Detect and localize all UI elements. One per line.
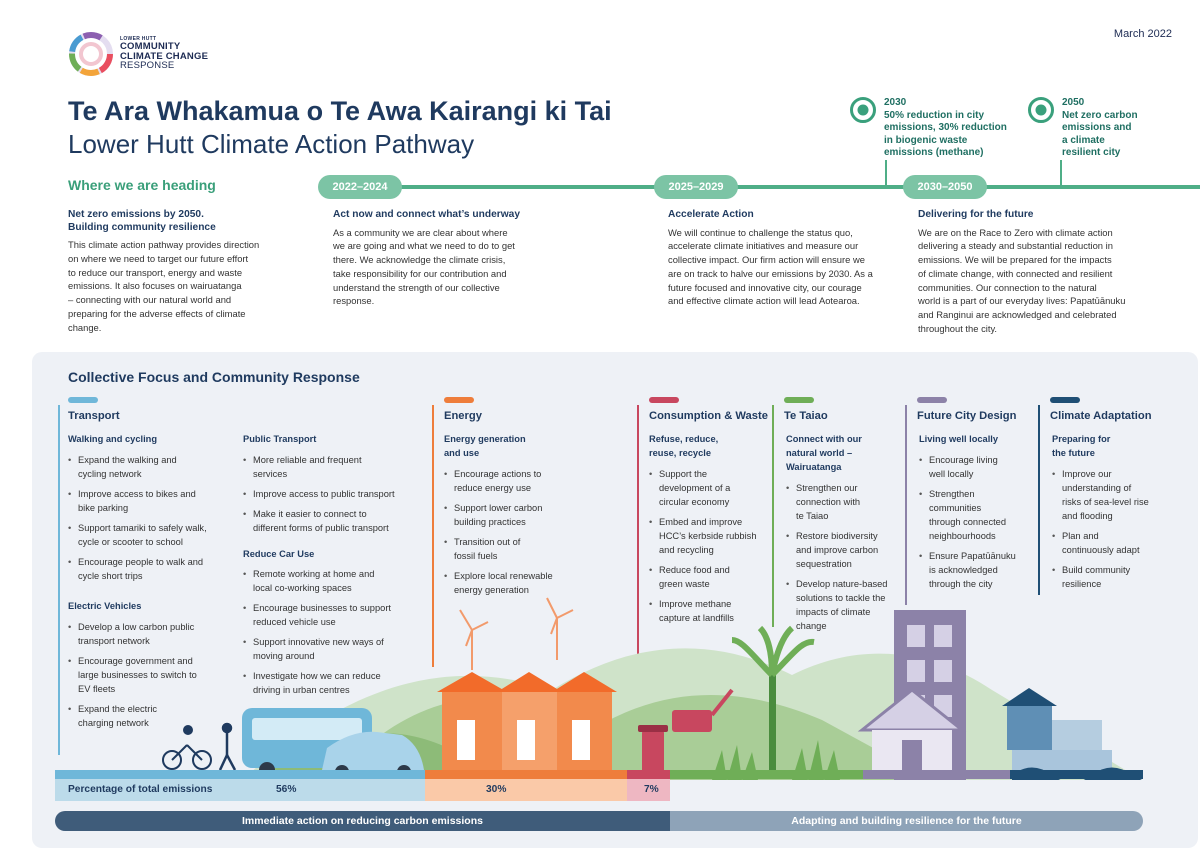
timeline-line (322, 185, 1200, 189)
list-item: • Reduce food and green waste (649, 563, 774, 591)
subheading-energy: Energy generation and use (444, 434, 526, 458)
list-adaptation (1052, 467, 1177, 597)
list-item: • Ensure Papatūānuku is acknowledged through the city (919, 549, 1034, 591)
category-title-adaptation: Climate Adaptation (1050, 410, 1152, 422)
house-icon (437, 672, 617, 780)
list-item: • Build community resilience (1052, 563, 1177, 591)
emission-value-waste: 7% (644, 784, 659, 795)
target-description: 50% reduction in city emissions, 30% reduction in biogenic waste emissions (methane) (884, 109, 1007, 158)
cyclist-icon (163, 726, 211, 769)
where-body: This climate action pathway provides direction on where we need to target our future effort to reduce our transport, energy and waste emissions. It also focuses on wairuatanga – connecting with our natural world and preparing for the adverse effects of climate change. (68, 239, 260, 333)
logo-small: LOWER HUTT (120, 36, 157, 43)
target-year: 2030 (884, 97, 907, 108)
logo-ring-icon (68, 31, 114, 77)
list-item: • Encourage businesses to support reduced vehicle use (243, 601, 423, 629)
emission-top-transport (55, 770, 425, 779)
list-item: • Expand the walking and cycling network (68, 453, 238, 481)
list-item: • Restore biodiversity and improve carbon sequestration (786, 529, 906, 571)
category-title-taiao: Te Taiao (784, 410, 828, 422)
where-heading: Where we are heading (68, 177, 216, 193)
phase-column-3 (918, 209, 1168, 336)
phase-title: Delivering for the future (918, 209, 1034, 220)
list-item: • Embed and improve HCC’s kerbside rubbish and recycling (649, 515, 774, 557)
category-title-transport: Transport (68, 410, 120, 422)
category-title-energy: Energy (444, 410, 482, 422)
list-item: • Encourage living well locally (919, 453, 1034, 481)
list-item: • Remote working at home and local co-working spaces (243, 567, 423, 595)
list-item: • Improve our understanding of risks of sea-level rise and flooding (1052, 467, 1177, 523)
list-city (919, 453, 1034, 597)
subheading-walking-cycling: Walking and cycling (68, 434, 158, 444)
bin-icon (638, 725, 668, 775)
action-bar-immediate: Immediate action on reducing carbon emissions (55, 811, 670, 831)
emission-top-energy (425, 770, 627, 779)
list-item: • Encourage actions to reduce energy use (444, 467, 584, 495)
category-title-waste: Consumption & Waste (649, 410, 768, 422)
category-title-city: Future City Design (917, 410, 1017, 422)
list-item: • Plan and continuously adapt (1052, 529, 1177, 557)
emissions-label: Percentage of total emissions (68, 784, 213, 795)
list-item: • Support the development of a circular economy (649, 467, 774, 509)
list-item: • Strengthen communities through connected neighbourhoods (919, 487, 1034, 543)
category-bar-waste (649, 397, 679, 403)
subheading-public-transport: Public Transport (243, 434, 317, 444)
list-item: • Encourage government and large businesses to switch to EV fleets (68, 654, 238, 696)
subheading-reduce-car-use: Reduce Car Use (243, 549, 315, 559)
phase-title: Act now and connect what’s underway (333, 209, 520, 220)
list-item: • Explore local renewable energy generation (444, 569, 584, 597)
phase-column-2 (668, 209, 908, 308)
phase-title: Accelerate Action (668, 209, 754, 220)
phase-column-1 (333, 209, 573, 308)
list-item: • Investigate how we can reduce driving in urban centres (243, 669, 423, 697)
list-item: • Develop nature-based solutions to tackle the impacts of climate change (786, 577, 906, 633)
where-column (68, 209, 298, 335)
list-item: • Support innovative new ways of moving around (243, 635, 423, 663)
landscape-illustration (32, 580, 1144, 780)
list-item: • Improve access to public transport (243, 487, 423, 501)
timeline-tick-2050 (1060, 160, 1062, 186)
page-title: Te Ara Whakamua o Te Awa Kairangi ki Tai (68, 96, 612, 126)
list-walking-cycling (68, 453, 238, 589)
logo-line-1: COMMUNITY (120, 41, 181, 53)
emission-top-adaptation (1010, 770, 1143, 779)
phase-body: We will continue to challenge the status quo, accelerate climate initiatives and measure our collective impact. Our firm action will ensure we are on track to halve our emissions by 2030. As a future focused and innovative city, our courage and effective climate action will lead Aotearoa. (668, 226, 873, 307)
emission-top-taiao (670, 770, 863, 779)
subheading-taiao: Connect with our natural world – Wairuatanga (786, 434, 862, 472)
target-year: 2050 (1062, 97, 1085, 108)
list-item: • Improve methane capture at landfills (649, 597, 774, 625)
category-bar-adaptation (1050, 397, 1080, 403)
emission-value-energy: 30% (486, 784, 507, 795)
logo-line-2: CLIMATE CHANGE (120, 50, 209, 62)
list-item: • More reliable and frequent services (243, 453, 423, 481)
list-item: • Strengthen our connection with te Taiao (786, 481, 906, 523)
logo (68, 30, 228, 78)
timeline-pill-phase-3: 2030–2050 (903, 175, 987, 199)
emission-segment-energy (425, 779, 627, 801)
walker-icon (220, 724, 235, 770)
list-item: • Encourage people to walk and cycle short trips (68, 555, 238, 583)
category-line-adaptation (1038, 405, 1040, 595)
timeline-pill-phase-2: 2025–2029 (654, 175, 738, 199)
category-bar-taiao (784, 397, 814, 403)
emission-value-transport: 56% (276, 784, 297, 795)
target-2050 (1028, 97, 1138, 160)
target-icon (1028, 97, 1054, 123)
logo-line-3: RESPONSE (120, 60, 175, 72)
category-bar-transport (68, 397, 98, 403)
timeline-tick-2030 (885, 160, 887, 186)
wind-turbine-icon (460, 598, 573, 670)
emission-top-city (863, 770, 1010, 779)
category-bar-city (917, 397, 947, 403)
list-item: • Improve access to bikes and bike parking (68, 487, 238, 515)
subheading-city: Living well locally (919, 434, 999, 444)
phase-body: As a community we are clear about where we are going and what we need to do to get there. We acknowledge the climate crisis, take responsibility for our contribution and understand the strength of our collective response. (333, 226, 515, 307)
subheading-electric-vehicles: Electric Vehicles (68, 601, 142, 611)
action-bar-adapting: Adapting and building resilience for the future (670, 811, 1143, 831)
phase-body: We are on the Race to Zero with climate action delivering a steady and substantial reduction in emissions. We will be prepared for the impacts of climate change, with connected and resilient communities. Our connection to the natural world is a part of our everyday lives: Papatūānuku and Ranginui are acknowledged and celebrated throughout the city. (918, 226, 1126, 335)
list-item: • Make it easier to connect to different forms of public transport (243, 507, 423, 535)
category-bar-energy (444, 397, 474, 403)
where-title: Net zero emissions by 2050. Building community resilience (68, 209, 216, 233)
list-public-transport (243, 453, 423, 541)
list-item: • Transition out of fossil fuels (444, 535, 584, 563)
publication-date: March 2022 (1113, 28, 1172, 40)
target-description: Net zero carbon emissions and a climate resilient city (1062, 109, 1138, 158)
list-item: • Expand the electric charging network (68, 702, 238, 730)
target-2030 (850, 97, 1007, 160)
list-item: • Support lower carbon building practices (444, 501, 584, 529)
subheading-waste: Refuse, reduce, reuse, recycle (649, 434, 719, 458)
emission-top-waste (627, 770, 670, 779)
collective-heading: Collective Focus and Community Response (68, 369, 360, 385)
logo-text (120, 37, 208, 71)
list-item: • Develop a low carbon public transport network (68, 620, 238, 648)
timeline-pill-phase-1: 2022–2024 (318, 175, 402, 199)
page-subtitle: Lower Hutt Climate Action Pathway (68, 129, 475, 159)
coastal-house-icon (1002, 688, 1112, 770)
list-item: • Support tamariki to safely walk, cycle or scooter to school (68, 521, 238, 549)
target-icon (850, 97, 876, 123)
subheading-adaptation: Preparing for the future (1052, 434, 1111, 458)
